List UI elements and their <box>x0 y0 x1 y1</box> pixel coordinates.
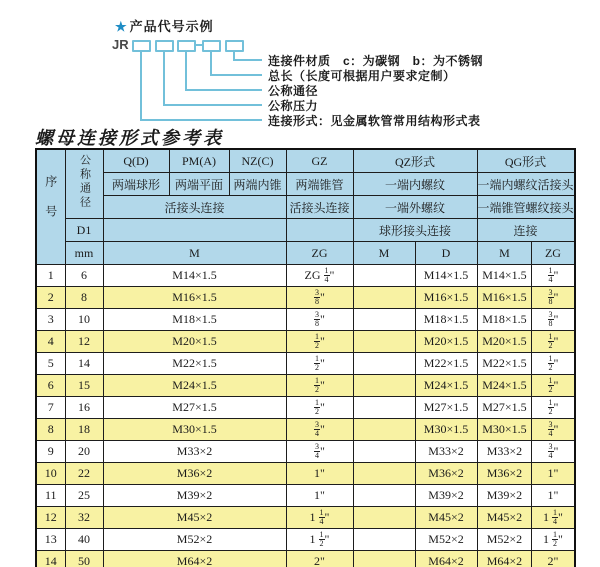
code-label-length: 总长（长度可根据用户要求定制） <box>268 69 456 83</box>
cell-qg_zg: $\frac{1}{2}$ " <box>532 397 575 419</box>
table-row <box>36 529 575 551</box>
cell-qg_zg: $\frac{1}{4}$ " <box>532 265 575 287</box>
cell-m: M20×1.5 <box>103 331 286 353</box>
leader-line <box>140 119 262 121</box>
header-qz-row2: 一端内螺纹 <box>353 173 477 196</box>
cell-qz_m <box>353 529 415 551</box>
table-title: 螺母连接形式参考表 <box>35 128 224 149</box>
cell-gz: $\frac{3}{8}$ " <box>286 287 353 309</box>
cell-qz_m <box>353 397 415 419</box>
cell-seq: 14 <box>36 551 65 567</box>
cell-dn: 32 <box>65 507 103 529</box>
table-row <box>36 441 575 463</box>
header-dia: 公称通径 <box>65 149 103 219</box>
cell-dn: 22 <box>65 463 103 485</box>
cell-qz_d: M22×1.5 <box>415 353 477 375</box>
cell-gz: $\frac{1}{2}$ " <box>286 375 353 397</box>
cell-seq: 7 <box>36 397 65 419</box>
cell-dn: 6 <box>65 265 103 287</box>
cell-m: M30×1.5 <box>103 419 286 441</box>
cell-m: M27×1.5 <box>103 397 286 419</box>
cell-m: M22×1.5 <box>103 353 286 375</box>
cell-seq: 5 <box>36 353 65 375</box>
table-body <box>36 265 575 567</box>
cell-qg_zg: $\frac{3}{8}$ " <box>532 309 575 331</box>
cell-qz_d: M45×2 <box>415 507 477 529</box>
cell-seq: 11 <box>36 485 65 507</box>
cell-gz: 1 $\frac{1}{2}$ " <box>286 529 353 551</box>
cell-gz: $\frac{3}{8}$ " <box>286 309 353 331</box>
product-code-heading-text: 产品代号示例 <box>129 19 214 34</box>
header-qg-row3: 一端锥管螺纹接头 <box>477 196 575 219</box>
leader-line <box>233 50 235 59</box>
cell-qz_d: M39×2 <box>415 485 477 507</box>
table-row <box>36 463 575 485</box>
header-qd-code: Q(D) <box>103 149 169 173</box>
star-icon: ★ <box>115 19 128 34</box>
header-gz-desc: 两端锥管 <box>286 173 353 196</box>
table-row <box>36 265 575 287</box>
header-nz-desc: 两端内锥 <box>229 173 286 196</box>
cell-dn: 20 <box>65 441 103 463</box>
cell-qz_m <box>353 419 415 441</box>
cell-seq: 1 <box>36 265 65 287</box>
cell-gz: ZG $\frac{1}{4}$ " <box>286 265 353 287</box>
leader-line <box>185 89 262 91</box>
cell-m: M16×1.5 <box>103 287 286 309</box>
cell-qz_d: M64×2 <box>415 551 477 567</box>
cell-qg_zg: 1" <box>532 485 575 507</box>
header-qg-sub2: ZG <box>532 242 575 265</box>
header-pm-code: PM(A) <box>169 149 229 173</box>
cell-seq: 4 <box>36 331 65 353</box>
cell-m: M18×1.5 <box>103 309 286 331</box>
leader-line <box>210 50 212 74</box>
cell-gz: $\frac{1}{2}$ " <box>286 331 353 353</box>
code-label-pressure: 公称压力 <box>268 99 319 113</box>
cell-qg_zg: $\frac{3}{4}$ " <box>532 441 575 463</box>
cell-qz_d: M18×1.5 <box>415 309 477 331</box>
header-nz-code: NZ(C) <box>229 149 286 173</box>
header-qz-row4: 球形接头连接 <box>353 219 477 242</box>
cell-qz_d: M14×1.5 <box>415 265 477 287</box>
table-row <box>36 309 575 331</box>
cell-qg_zg: $\frac{1}{2}$ " <box>532 331 575 353</box>
product-code-heading <box>115 16 214 35</box>
cell-dn: 12 <box>65 331 103 353</box>
cell-qz_d: M24×1.5 <box>415 375 477 397</box>
header-qd-desc: 两端球形 <box>103 173 169 196</box>
cell-qz_m <box>353 265 415 287</box>
cell-qg_m: M52×2 <box>477 529 532 551</box>
header-gz-conn: 活接头连接 <box>286 196 353 219</box>
cell-m: M36×2 <box>103 463 286 485</box>
cell-qg_m: M39×2 <box>477 485 532 507</box>
cell-gz: 1" <box>286 485 353 507</box>
cell-qz_m <box>353 287 415 309</box>
header-mm: mm <box>65 242 103 265</box>
cell-gz: 1" <box>286 463 353 485</box>
cell-dn: 8 <box>65 287 103 309</box>
cell-m: M24×1.5 <box>103 375 286 397</box>
cell-dn: 25 <box>65 485 103 507</box>
header-gz-unit: ZG <box>286 242 353 265</box>
table-header <box>36 149 575 265</box>
table-row <box>36 353 575 375</box>
cell-qg_zg: 2" <box>532 551 575 567</box>
cell-qg_m: M16×1.5 <box>477 287 532 309</box>
cell-seq: 2 <box>36 287 65 309</box>
cell-dn: 40 <box>65 529 103 551</box>
cell-dn: 14 <box>65 353 103 375</box>
nut-connection-table <box>35 148 576 567</box>
cell-dn: 10 <box>65 309 103 331</box>
header-d1: D1 <box>65 219 103 242</box>
table-row <box>36 507 575 529</box>
header-blank-gz <box>286 219 353 242</box>
cell-m: M39×2 <box>103 485 286 507</box>
cell-gz: $\frac{3}{4}$ " <box>286 441 353 463</box>
cell-qz_d: M30×1.5 <box>415 419 477 441</box>
cell-qz_d: M52×2 <box>415 529 477 551</box>
cell-qg_m: M14×1.5 <box>477 265 532 287</box>
cell-qg_zg: $\frac{3}{8}$ " <box>532 287 575 309</box>
leader-line <box>185 50 187 89</box>
cell-seq: 6 <box>36 375 65 397</box>
cell-qg_zg: 1 $\frac{1}{4}$ " <box>532 507 575 529</box>
cell-dn: 50 <box>65 551 103 567</box>
leader-line <box>210 74 262 76</box>
table-row <box>36 287 575 309</box>
cell-qg_m: M20×1.5 <box>477 331 532 353</box>
code-label-material: 连接件材质 c：为碳钢 b：为不锈钢 <box>268 54 484 68</box>
cell-dn: 15 <box>65 375 103 397</box>
header-qg-row2: 一端内螺纹活接头 <box>477 173 575 196</box>
product-code-prefix: JR <box>112 37 129 52</box>
cell-seq: 3 <box>36 309 65 331</box>
cell-m: M45×2 <box>103 507 286 529</box>
table-row <box>36 419 575 441</box>
cell-qz_m <box>353 441 415 463</box>
cell-qg_zg: $\frac{1}{2}$ " <box>532 353 575 375</box>
header-pm-desc: 两端平面 <box>169 173 229 196</box>
leader-line <box>140 50 142 119</box>
cell-qg_m: M24×1.5 <box>477 375 532 397</box>
cell-qg_zg: $\frac{1}{2}$ " <box>532 375 575 397</box>
code-label-diameter: 公称通径 <box>268 84 319 98</box>
header-qg-row4: 连接 <box>477 219 575 242</box>
table-row <box>36 485 575 507</box>
header-qz-row3: 一端外螺纹 <box>353 196 477 219</box>
cell-qg_m: M30×1.5 <box>477 419 532 441</box>
code-label-connection: 连接形式：见金属软管常用结构形式表 <box>268 114 481 128</box>
cell-seq: 10 <box>36 463 65 485</box>
header-qg-sub1: M <box>477 242 532 265</box>
header-qz-code: QZ形式 <box>353 149 477 173</box>
table-row <box>36 551 575 567</box>
cell-qz_d: M33×2 <box>415 441 477 463</box>
header-blank-left <box>103 219 286 242</box>
leader-line <box>233 59 262 61</box>
cell-qz_d: M27×1.5 <box>415 397 477 419</box>
header-gz-code: GZ <box>286 149 353 173</box>
header-qz-sub2: D <box>415 242 477 265</box>
cell-qz_m <box>353 507 415 529</box>
cell-gz: $\frac{1}{2}$ " <box>286 353 353 375</box>
table-row <box>36 331 575 353</box>
cell-qg_m: M36×2 <box>477 463 532 485</box>
cell-qz_m <box>353 551 415 567</box>
cell-qz_m <box>353 463 415 485</box>
cell-m: M14×1.5 <box>103 265 286 287</box>
cell-qg_zg: 1" <box>532 463 575 485</box>
cell-seq: 9 <box>36 441 65 463</box>
cell-qz_m <box>353 353 415 375</box>
cell-qz_m <box>353 375 415 397</box>
cell-qz_d: M16×1.5 <box>415 287 477 309</box>
table-row <box>36 375 575 397</box>
header-union-conn: 活接头连接 <box>103 196 286 219</box>
header-seq: 序号 <box>36 149 65 265</box>
header-qg-code: QG形式 <box>477 149 575 173</box>
cell-dn: 18 <box>65 419 103 441</box>
table-row <box>36 397 575 419</box>
cell-qg_m: M27×1.5 <box>477 397 532 419</box>
cell-dn: 16 <box>65 397 103 419</box>
cell-seq: 13 <box>36 529 65 551</box>
cell-qg_m: M64×2 <box>477 551 532 567</box>
header-qz-sub1: M <box>353 242 415 265</box>
cell-qg_m: M22×1.5 <box>477 353 532 375</box>
cell-qz_d: M36×2 <box>415 463 477 485</box>
cell-m: M52×2 <box>103 529 286 551</box>
cell-qg_zg: 1 $\frac{1}{2}$ " <box>532 529 575 551</box>
cell-gz: 2" <box>286 551 353 567</box>
cell-gz: $\frac{1}{2}$ " <box>286 397 353 419</box>
cell-qg_zg: $\frac{3}{4}$ " <box>532 419 575 441</box>
cell-qz_m <box>353 331 415 353</box>
cell-seq: 12 <box>36 507 65 529</box>
cell-m: M64×2 <box>103 551 286 567</box>
cell-qg_m: M33×2 <box>477 441 532 463</box>
leader-line <box>163 104 262 106</box>
cell-qz_m <box>353 309 415 331</box>
cell-gz: 1 $\frac{1}{4}$ " <box>286 507 353 529</box>
cell-seq: 8 <box>36 419 65 441</box>
cell-qz_d: M20×1.5 <box>415 331 477 353</box>
cell-qg_m: M45×2 <box>477 507 532 529</box>
cell-m: M33×2 <box>103 441 286 463</box>
header-m: M <box>103 242 286 265</box>
cell-qz_m <box>353 485 415 507</box>
leader-line <box>163 50 165 104</box>
cell-gz: $\frac{3}{4}$ " <box>286 419 353 441</box>
cell-qg_m: M18×1.5 <box>477 309 532 331</box>
